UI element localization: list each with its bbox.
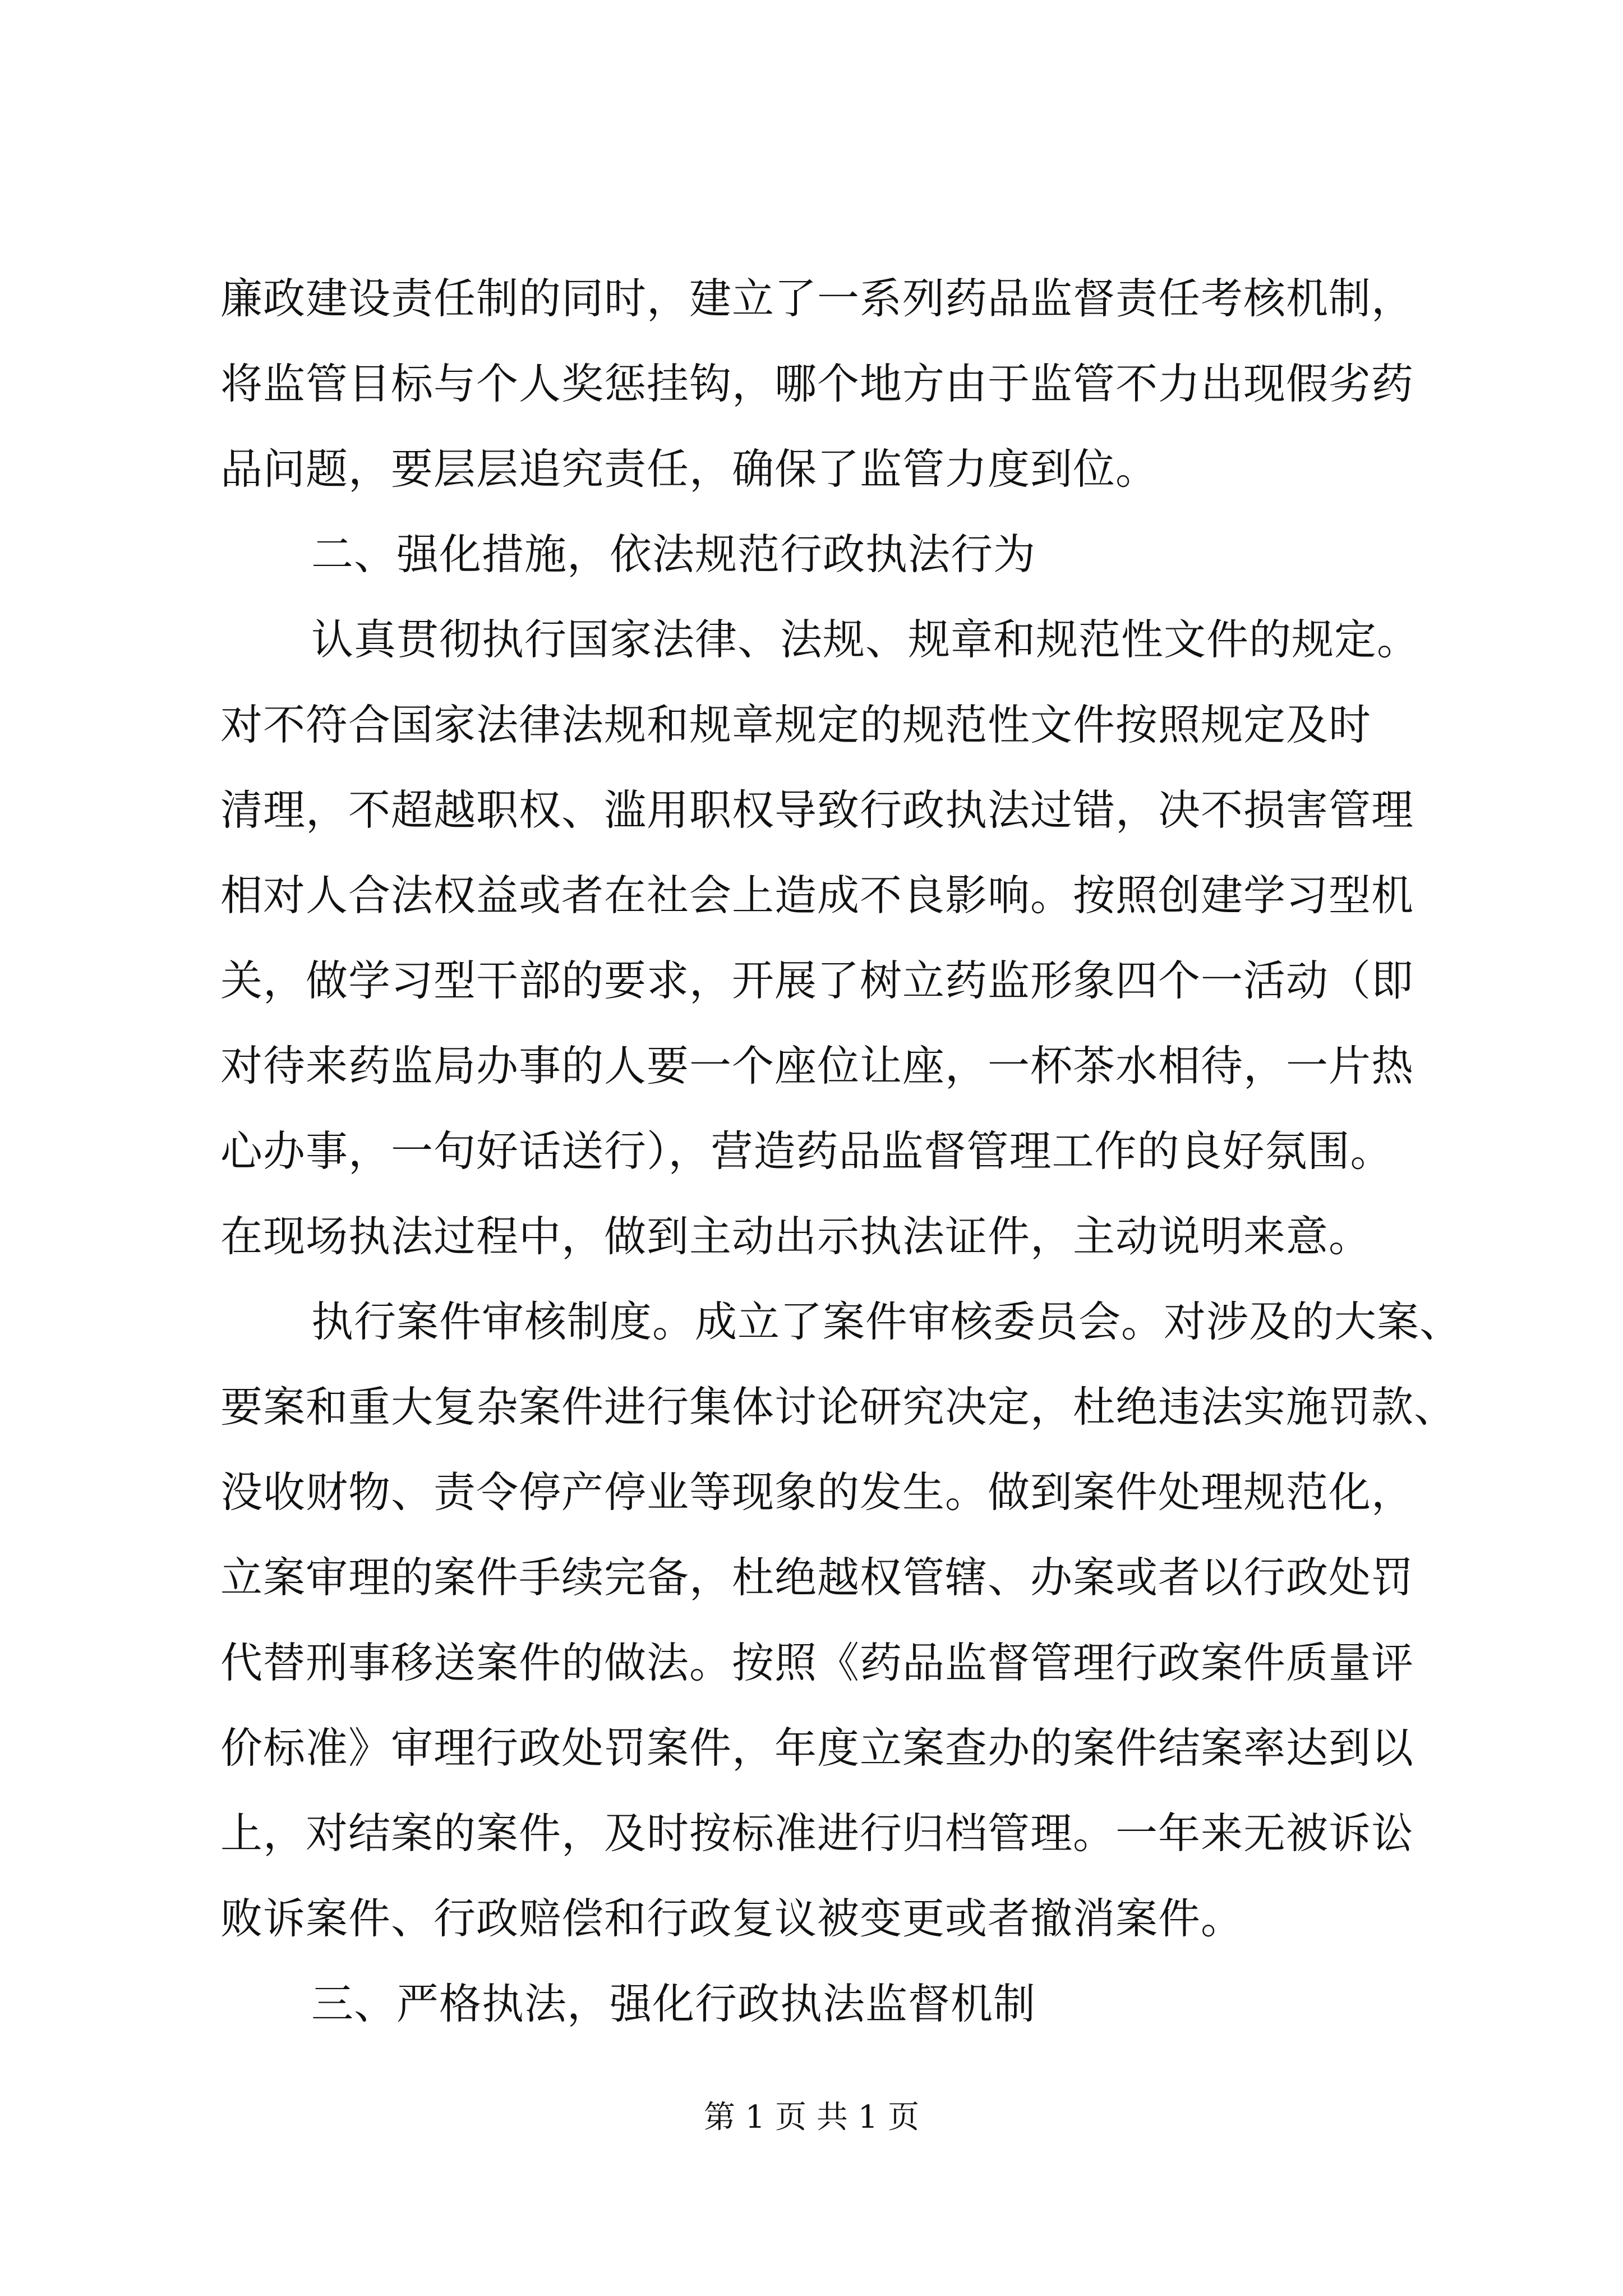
text-line: 价标准》审理行政处罚案件，年度立案查办的案件结案率达到以	[220, 1723, 1414, 1773]
text-line: 对不符合国家法律法规和规章规定的规范性文件按照规定及时	[220, 700, 1372, 749]
text-line: 品问题，要层层追究责任，确保了监管力度到位。	[220, 444, 1159, 494]
text-line: 在现场执法过程中，做到主动出示执法证件，主动说明来意。	[220, 1212, 1372, 1261]
text-line: 相对人合法权益或者在社会上造成不良影响。按照创建学习型机	[220, 871, 1414, 920]
document-body	[220, 256, 1463, 2046]
text-line: 上，对结案的案件，及时按标准进行归档管理。一年来无被诉讼	[220, 1809, 1414, 1858]
text-line: 对待来药监局办事的人要一个座位让座，一杯茶水相待，一片热	[220, 1041, 1414, 1091]
text-line: 将监管目标与个人奖惩挂钩，哪个地方由于监管不力出现假劣药	[220, 359, 1414, 408]
text-line: 败诉案件、行政赔偿和行政复议被变更或者撤消案件。	[220, 1894, 1244, 1943]
text-line: 立案审理的案件手续完备，杜绝越权管辖、办案或者以行政处罚	[220, 1553, 1414, 1602]
text-line: 廉政建设责任制的同时，建立了一系列药品监督责任考核机制，	[220, 274, 1414, 323]
page-footer	[0, 2095, 1623, 2140]
section-heading: 二、强化措施，依法规范行政执法行为	[311, 530, 1036, 579]
text-line: 代替刑事移送案件的做法。按照《药品监督管理行政案件质量评	[220, 1638, 1414, 1687]
section-heading: 三、严格执法，强化行政执法监督机制	[311, 1979, 1036, 2028]
page-number-label: 第 1 页 共 1 页	[703, 2099, 920, 2136]
text-line: 心办事，一句好话送行），营造药品监督管理工作的良好氛围。	[220, 1126, 1393, 1176]
text-line: 没收财物、责令停产停业等现象的发生。做到案件处理规范化，	[220, 1467, 1414, 1517]
text-line: 要案和重大复杂案件进行集体讨论研究决定，杜绝违法实施罚款、	[220, 1382, 1457, 1432]
paragraph-first-line: 认真贯彻执行国家法律、法规、规章和规范性文件的规定。	[311, 615, 1420, 664]
paragraph-first-line: 执行案件审核制度。成立了案件审核委员会。对涉及的大案、	[311, 1297, 1463, 1346]
text-line: 关，做学习型干部的要求，开展了树立药监形象四个一活动（即	[220, 956, 1414, 1005]
text-line: 清理，不超越职权、滥用职权导致行政执法过错，决不损害管理	[220, 785, 1414, 835]
